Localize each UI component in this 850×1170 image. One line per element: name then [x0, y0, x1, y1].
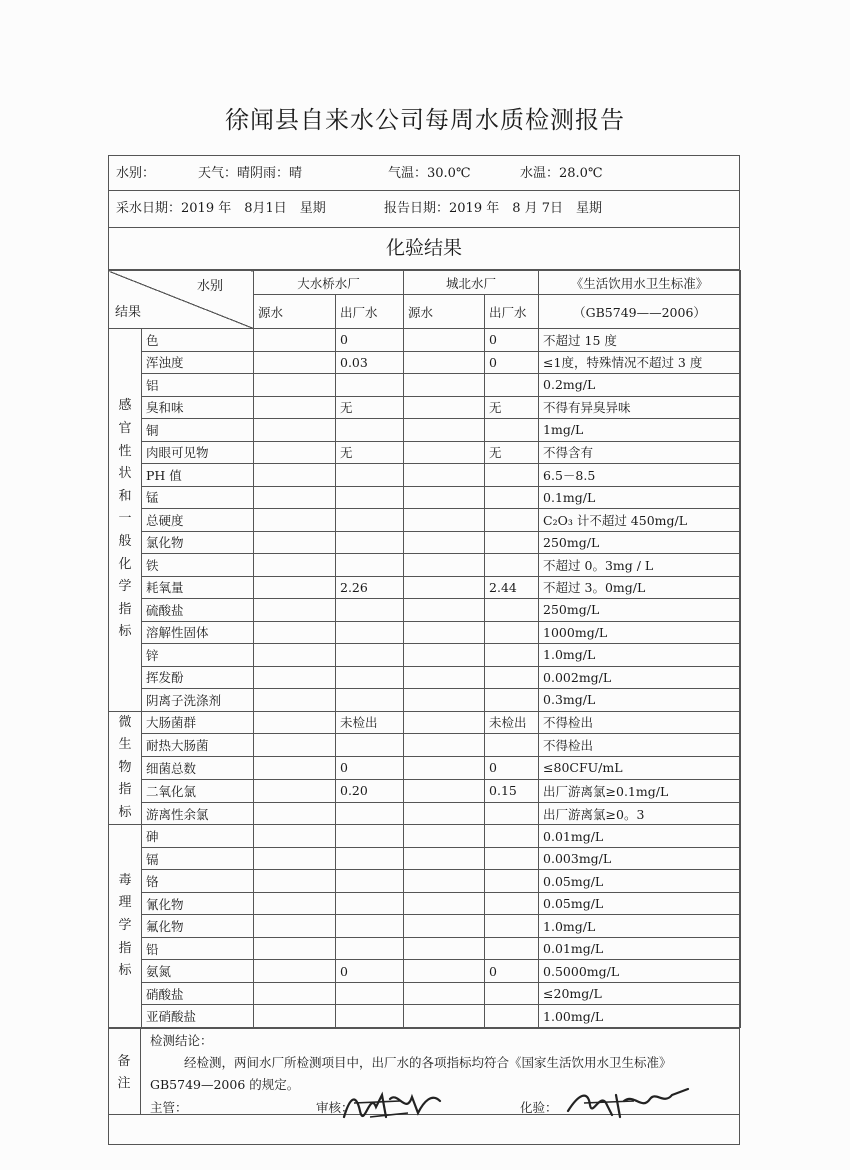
- plant2-source-value: [404, 486, 485, 509]
- plant2-source-value: [404, 419, 485, 442]
- item-name: 硫酸盐: [142, 599, 254, 622]
- standard-value: 0.01mg/L: [539, 825, 741, 848]
- plant1-outlet-value: 0.03: [336, 351, 404, 374]
- item-name: 锌: [142, 644, 254, 667]
- standard-value: 1.00mg/L: [539, 1005, 741, 1028]
- item-name: PH 值: [142, 464, 254, 487]
- item-name: 铅: [142, 937, 254, 960]
- standard-value: 6.5－8.5: [539, 464, 741, 487]
- item-name: 浑浊度: [142, 351, 254, 374]
- plant1-source-value: [254, 870, 336, 893]
- plant2-outlet-value: 0: [485, 757, 539, 780]
- plant1-source-value: [254, 757, 336, 780]
- item-name: 色: [142, 329, 254, 352]
- table-row: [109, 599, 741, 622]
- plant2-outlet-value: 0: [485, 960, 539, 983]
- standard-value: 0.5000mg/L: [539, 960, 741, 983]
- table-row: [109, 441, 741, 464]
- table-row: [109, 396, 741, 419]
- tester-label: 化验：: [520, 1100, 558, 1115]
- plant1-outlet-value: [336, 554, 404, 577]
- standard-value: 出厂游离氯≥0。3: [539, 802, 741, 825]
- plant1-outlet-value: [336, 374, 404, 397]
- standard-value: 250mg/L: [539, 531, 741, 554]
- conditions-row: [108, 155, 740, 191]
- plant1-outlet-value: [336, 915, 404, 938]
- supervisor-label: 主管：: [150, 1100, 188, 1115]
- standard-value: 不得有异臭异味: [539, 396, 741, 419]
- plant1-outlet-value: [336, 666, 404, 689]
- plant2-source-value: [404, 960, 485, 983]
- table-row: [109, 374, 741, 397]
- plant2-source-value: [404, 802, 485, 825]
- water-type-label: 水别：: [116, 166, 156, 181]
- plant2-source-value: [404, 779, 485, 802]
- plant1-outlet-value: [336, 464, 404, 487]
- plant1-outlet-value: 0: [336, 757, 404, 780]
- plant1-source-value: [254, 1005, 336, 1028]
- table-row: [109, 689, 741, 712]
- plant1-source-value: [254, 396, 336, 419]
- standard-value: 1.0mg/L: [539, 644, 741, 667]
- item-name: 锰: [142, 486, 254, 509]
- plant2-outlet-value: 无: [485, 396, 539, 419]
- category-cell: [109, 711, 142, 825]
- plant2-outlet-value: [485, 892, 539, 915]
- plant1-outlet-value: 无: [336, 396, 404, 419]
- plant1-source-value: [254, 960, 336, 983]
- item-name: 硝酸盐: [142, 982, 254, 1005]
- category-label: 毒 理 学 指 标: [118, 872, 132, 979]
- standard-value: 1000mg/L: [539, 621, 741, 644]
- plant2-source-value: [404, 599, 485, 622]
- plant2-outlet-value: [485, 666, 539, 689]
- standard-value: 不超过 0。3mg / L: [539, 554, 741, 577]
- plant2-source-value: [404, 689, 485, 712]
- table-row: [109, 892, 741, 915]
- header-plant1-outlet: 出厂水: [336, 295, 404, 329]
- plant1-outlet-value: 0: [336, 960, 404, 983]
- plant1-outlet-value: [336, 802, 404, 825]
- plant2-source-value: [404, 734, 485, 757]
- plant1-outlet-value: [336, 509, 404, 532]
- plant1-source-value: [254, 599, 336, 622]
- standard-value: ≤80CFU/mL: [539, 757, 741, 780]
- remarks-category-text: 备 注: [117, 1054, 131, 1091]
- item-name: 臭和味: [142, 396, 254, 419]
- header-standard-title: 《生活饮用水卫生标准》: [539, 271, 741, 295]
- plant2-outlet-value: 2.44: [485, 576, 539, 599]
- plant1-outlet-value: [336, 599, 404, 622]
- table-row: [109, 329, 741, 352]
- plant2-source-value: [404, 464, 485, 487]
- standard-value: 0.1mg/L: [539, 486, 741, 509]
- plant2-outlet-value: [485, 486, 539, 509]
- plant2-outlet-value: [485, 621, 539, 644]
- item-name: 二氧化氯: [142, 779, 254, 802]
- header-water-type: 水别: [196, 279, 223, 294]
- plant2-outlet-value: [485, 419, 539, 442]
- standard-value: C₂O₃ 计不超过 450mg/L: [539, 509, 741, 532]
- plant2-outlet-value: [485, 689, 539, 712]
- plant1-source-value: [254, 441, 336, 464]
- table-row: [109, 464, 741, 487]
- plant2-outlet-value: [485, 734, 539, 757]
- plant2-outlet-value: [485, 509, 539, 532]
- plant2-source-value: [404, 576, 485, 599]
- standard-value: 0.05mg/L: [539, 870, 741, 893]
- table-row: [109, 509, 741, 532]
- table-row: [109, 982, 741, 1005]
- plant2-outlet-value: [485, 1005, 539, 1028]
- plant2-source-value: [404, 757, 485, 780]
- standard-value: 不得检出: [539, 711, 741, 734]
- table-row: [109, 419, 741, 442]
- item-name: 砷: [142, 825, 254, 848]
- plant1-source-value: [254, 554, 336, 577]
- plant1-source-value: [254, 509, 336, 532]
- item-name: 镉: [142, 847, 254, 870]
- plant2-outlet-value: 0.15: [485, 779, 539, 802]
- diagonal-header-cell: [109, 271, 254, 329]
- plant2-source-value: [404, 644, 485, 667]
- report-date-field: 报告日期：2019 年 8 月 7日 星期: [384, 201, 603, 216]
- plant1-source-value: [254, 982, 336, 1005]
- plant2-source-value: [404, 870, 485, 893]
- table-row: [109, 802, 741, 825]
- plant1-source-value: [254, 621, 336, 644]
- table-row: [109, 825, 741, 848]
- plant2-source-value: [404, 329, 485, 352]
- table-row: [109, 757, 741, 780]
- header-plant1: 大水桥水厂: [254, 271, 404, 295]
- standard-value: 不得检出: [539, 734, 741, 757]
- category-cell: [109, 329, 142, 712]
- plant2-outlet-value: [485, 374, 539, 397]
- plant2-outlet-value: [485, 464, 539, 487]
- table-row: [109, 711, 741, 734]
- plant2-source-value: [404, 892, 485, 915]
- results-table: [108, 270, 741, 1028]
- standard-value: 1mg/L: [539, 419, 741, 442]
- plant1-outlet-value: [336, 621, 404, 644]
- plant2-source-value: [404, 1005, 485, 1028]
- plant1-outlet-value: [336, 689, 404, 712]
- standard-value: 0.01mg/L: [539, 937, 741, 960]
- standard-value: 不超过 15 度: [539, 329, 741, 352]
- report-title: 徐闻县自来水公司每周水质检测报告: [225, 106, 625, 134]
- item-name: 铜: [142, 419, 254, 442]
- plant2-outlet-value: [485, 825, 539, 848]
- category-label: 微 生 物 指 标: [118, 714, 132, 820]
- plant1-outlet-value: [336, 870, 404, 893]
- plant2-source-value: [404, 531, 485, 554]
- remarks-category: [108, 1029, 141, 1115]
- table-row: [109, 847, 741, 870]
- item-name: 氟化物: [142, 915, 254, 938]
- standard-value: 250mg/L: [539, 599, 741, 622]
- table-row: [109, 1005, 741, 1028]
- plant2-source-value: [404, 441, 485, 464]
- conclusion-label: 检测结论：: [150, 1033, 213, 1048]
- plant1-source-value: [254, 374, 336, 397]
- header-plant2-outlet: 出厂水: [485, 295, 539, 329]
- standard-value: 出厂游离氯≥0.1mg/L: [539, 779, 741, 802]
- header-standard-code: （GB5749——2006）: [539, 295, 741, 329]
- section-title: 化验结果: [108, 228, 740, 270]
- table-row: [109, 666, 741, 689]
- standard-value: 0.2mg/L: [539, 374, 741, 397]
- plant1-source-value: [254, 802, 336, 825]
- plant2-outlet-value: [485, 982, 539, 1005]
- plant1-source-value: [254, 666, 336, 689]
- item-name: 耗氧量: [142, 576, 254, 599]
- reviewer-label: 审核：: [316, 1100, 354, 1115]
- plant1-outlet-value: [336, 892, 404, 915]
- plant1-source-value: [254, 644, 336, 667]
- category-cell: [109, 825, 142, 1028]
- header-row-1: [109, 271, 741, 295]
- table-row: [109, 554, 741, 577]
- plant1-outlet-value: [336, 982, 404, 1005]
- plant1-outlet-value: [336, 531, 404, 554]
- plant2-outlet-value: [485, 915, 539, 938]
- item-name: 大肠菌群: [142, 711, 254, 734]
- standard-value: ≤1度，特殊情况不超过 3 度: [539, 351, 741, 374]
- plant2-source-value: [404, 982, 485, 1005]
- item-name: 总硬度: [142, 509, 254, 532]
- plant2-outlet-value: 0: [485, 351, 539, 374]
- plant1-source-value: [254, 486, 336, 509]
- plant2-source-value: [404, 825, 485, 848]
- remarks-section: [108, 1028, 740, 1115]
- plant2-source-value: [404, 847, 485, 870]
- plant2-source-value: [404, 937, 485, 960]
- plant1-source-value: [254, 847, 336, 870]
- plant1-outlet-value: [336, 825, 404, 848]
- sample-date-field: 采水日期：2019 年 8月1日 星期: [116, 201, 326, 216]
- conclusion-line-2: GB5749—2006 的规定。: [150, 1077, 300, 1092]
- item-name: 氯化物: [142, 531, 254, 554]
- plant1-source-value: [254, 329, 336, 352]
- plant1-source-value: [254, 892, 336, 915]
- item-name: 游离性余氯: [142, 802, 254, 825]
- plant1-outlet-value: 2.26: [336, 576, 404, 599]
- plant1-source-value: [254, 825, 336, 848]
- plant2-outlet-value: [485, 847, 539, 870]
- plant1-source-value: [254, 531, 336, 554]
- standard-value: 0.05mg/L: [539, 892, 741, 915]
- plant2-source-value: [404, 396, 485, 419]
- table-row: [109, 960, 741, 983]
- plant2-outlet-value: [485, 599, 539, 622]
- plant2-outlet-value: 0: [485, 329, 539, 352]
- table-row: [109, 915, 741, 938]
- item-name: 耐热大肠菌: [142, 734, 254, 757]
- plant2-source-value: [404, 621, 485, 644]
- plant1-source-value: [254, 711, 336, 734]
- plant2-source-value: [404, 509, 485, 532]
- table-row: [109, 734, 741, 757]
- category-label: 感 官 性 状 和 一 般 化 学 指 标: [118, 398, 132, 640]
- table-row: [109, 870, 741, 893]
- item-name: 细菌总数: [142, 757, 254, 780]
- plant1-source-value: [254, 779, 336, 802]
- item-name: 铁: [142, 554, 254, 577]
- plant1-outlet-value: [336, 644, 404, 667]
- standard-value: ≤20mg/L: [539, 982, 741, 1005]
- plant1-source-value: [254, 351, 336, 374]
- plant1-source-value: [254, 915, 336, 938]
- plant1-outlet-value: 0: [336, 329, 404, 352]
- plant2-outlet-value: [485, 937, 539, 960]
- dates-row: [108, 191, 740, 228]
- plant2-outlet-value: 无: [485, 441, 539, 464]
- standard-value: 不得含有: [539, 441, 741, 464]
- item-name: 溶解性固体: [142, 621, 254, 644]
- plant1-outlet-value: [336, 486, 404, 509]
- plant1-outlet-value: 0.20: [336, 779, 404, 802]
- header-result: 结果: [115, 305, 142, 320]
- plant2-outlet-value: [485, 531, 539, 554]
- plant2-outlet-value: [485, 644, 539, 667]
- plant1-source-value: [254, 734, 336, 757]
- item-name: 氨氮: [142, 960, 254, 983]
- plant2-source-value: [404, 351, 485, 374]
- item-name: 挥发酚: [142, 666, 254, 689]
- plant1-outlet-value: [336, 1005, 404, 1028]
- water-temp-field: 水温：28.0℃: [520, 166, 603, 181]
- plant1-outlet-value: [336, 419, 404, 442]
- plant1-source-value: [254, 464, 336, 487]
- plant1-source-value: [254, 576, 336, 599]
- plant2-source-value: [404, 915, 485, 938]
- plant1-source-value: [254, 937, 336, 960]
- standard-value: 不超过 3。0mg/L: [539, 576, 741, 599]
- plant2-source-value: [404, 374, 485, 397]
- item-name: 亚硝酸盐: [142, 1005, 254, 1028]
- conclusion-line-1: 经检测，两间水厂所检测项目中，出厂水的各项指标均符合《国家生活饮用水卫生标准》: [184, 1055, 672, 1070]
- table-row: [109, 779, 741, 802]
- plant1-outlet-value: 无: [336, 441, 404, 464]
- standard-value: 0.003mg/L: [539, 847, 741, 870]
- plant1-outlet-value: [336, 847, 404, 870]
- item-name: 铬: [142, 870, 254, 893]
- header-plant2-source: 源水: [404, 295, 485, 329]
- weather-field: 天气：晴阴雨：晴: [198, 166, 303, 181]
- header-plant1-source: 源水: [254, 295, 336, 329]
- plant2-source-value: [404, 711, 485, 734]
- standard-value: 0.002mg/L: [539, 666, 741, 689]
- plant2-outlet-value: [485, 554, 539, 577]
- table-row: [109, 644, 741, 667]
- item-name: 肉眼可见物: [142, 441, 254, 464]
- table-row: [109, 531, 741, 554]
- table-row: [109, 937, 741, 960]
- reviewer-signature: [340, 1087, 450, 1123]
- plant1-source-value: [254, 689, 336, 712]
- plant2-source-value: [404, 554, 485, 577]
- plant2-outlet-value: [485, 870, 539, 893]
- plant1-source-value: [254, 419, 336, 442]
- table-row: [109, 576, 741, 599]
- item-name: 氰化物: [142, 892, 254, 915]
- table-row: [109, 621, 741, 644]
- standard-value: 0.3mg/L: [539, 689, 741, 712]
- standard-value: 1.0mg/L: [539, 915, 741, 938]
- plant1-outlet-value: 未检出: [336, 711, 404, 734]
- plant1-outlet-value: [336, 734, 404, 757]
- plant2-outlet-value: [485, 802, 539, 825]
- tester-signature: [564, 1085, 694, 1121]
- air-temp-field: 气温：30.0℃: [388, 166, 471, 181]
- plant2-outlet-value: 未检出: [485, 711, 539, 734]
- item-name: 铝: [142, 374, 254, 397]
- plant2-source-value: [404, 666, 485, 689]
- item-name: 阴离子洗涤剂: [142, 689, 254, 712]
- table-row: [109, 351, 741, 374]
- table-row: [109, 486, 741, 509]
- header-plant2: 城北水厂: [404, 271, 539, 295]
- plant1-outlet-value: [336, 937, 404, 960]
